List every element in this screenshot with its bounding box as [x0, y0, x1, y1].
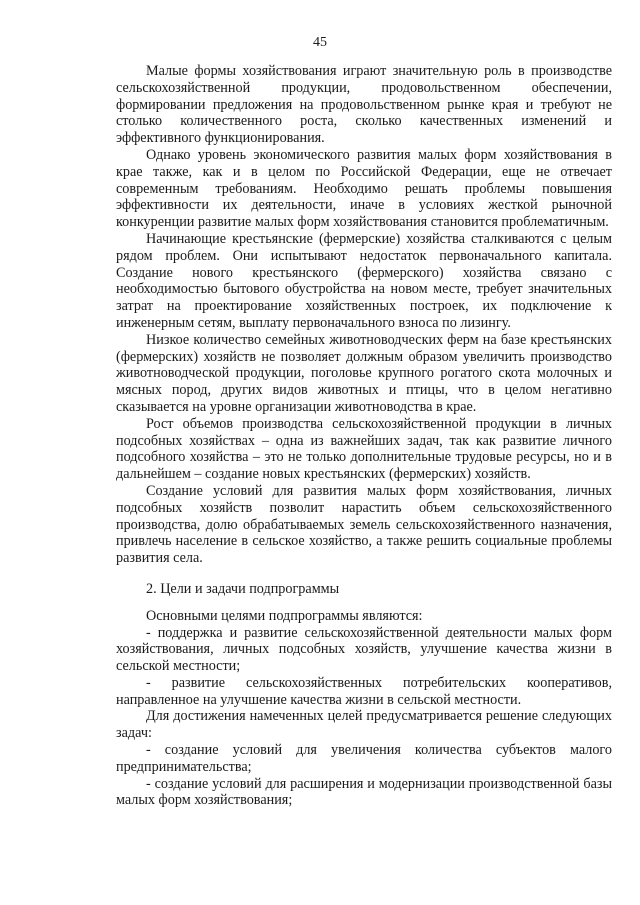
- paragraph-household-plots: Рост объемов производства сельскохозяйственной продукции в личных подсобных хозяйствах – одна из важнейших задач, так как развитие личного подсобного хозяйства – это не только дополнительные трудовые ресурсы, но и в дальнейшем – создание новых крестьянских (фермерских) хозяйств.: [116, 415, 612, 483]
- task-item-modernization: - создание условий для расширения и модернизации производственной базы малых форм хозяйствования;: [116, 775, 612, 809]
- section-heading: 2. Цели и задачи подпрограммы: [146, 580, 340, 597]
- paragraph-conditions: Создание условий для развития малых форм хозяйствования, личных подсобных хозяйств позволит нарастить объем сельскохозяйственного производства, долю обрабатываемых земель сельскохозяйственного назначения, привлечь население в сельское хозяйство, а также решить социальные проблемы развития села.: [116, 482, 612, 567]
- paragraph-economic-level: Однако уровень экономического развития малых форм хозяйствования в крае также, как и в целом по Российской Федерации, еще не отвечает современным требованиям. Необходимо решать проблемы повышения эффективности их деятельности, иначе в условиях жесткой рыночной конкуренции развитие малых форм хозяйствования становится проблематичным.: [116, 146, 612, 231]
- task-item-entrepreneurship: - создание условий для увеличения количества субъектов малого предпринимательства;: [116, 742, 612, 775]
- page-number: 45: [313, 35, 327, 50]
- paragraph-tasks-intro: Для достижения намеченных целей предусматривается решение следующих задач:: [116, 708, 612, 742]
- paragraph-livestock-farms: Низкое количество семейных животноводческих ферм на базе крестьянских (фермерских) хозяйств не позволяет должным образом увеличить производство животноводческой продукции, поголовье крупного рогатого скота молочных и мясных пород, других видов животных и птицы, что в целом негативно сказывается на уровне организации животноводства в крае.: [116, 331, 612, 415]
- paragraph-beginning-farms: Начинающие крестьянские (фермерские) хозяйства сталкиваются с целым рядом проблем. Они испытывают недостаток первоначального капитала. Создание нового крестьянского (фермерского) хозяйства связано с необходимостью бытового обустройства на новом месте, требует значительных затрат на проектирование хозяйственных построек, их подключение к инженерным сетям, выплату первоначального взноса по лизингу.: [116, 230, 612, 331]
- paragraph-small-farms-role: Малые формы хозяйствования играют значительную роль в производстве сельскохозяйственной продукции, продовольственном обеспечении, формировании предложения на продовольственном рынке края и требуют не столько количественного роста, сколько качественных изменений и эффективного функционирования.: [116, 63, 612, 147]
- paragraph-goals-intro: Основными целями подпрограммы являются:: [146, 607, 423, 624]
- goal-item-support: - поддержка и развитие сельскохозяйственной деятельности малых форм хозяйствования, личных подсобных хозяйств, улучшение качества жизни в сельской местности;: [116, 624, 612, 675]
- goal-item-cooperatives: - развитие сельскохозяйственных потребительских кооперативов, направленное на улучшение качества жизни в сельской местности.: [116, 674, 612, 708]
- document-body: [116, 63, 612, 809]
